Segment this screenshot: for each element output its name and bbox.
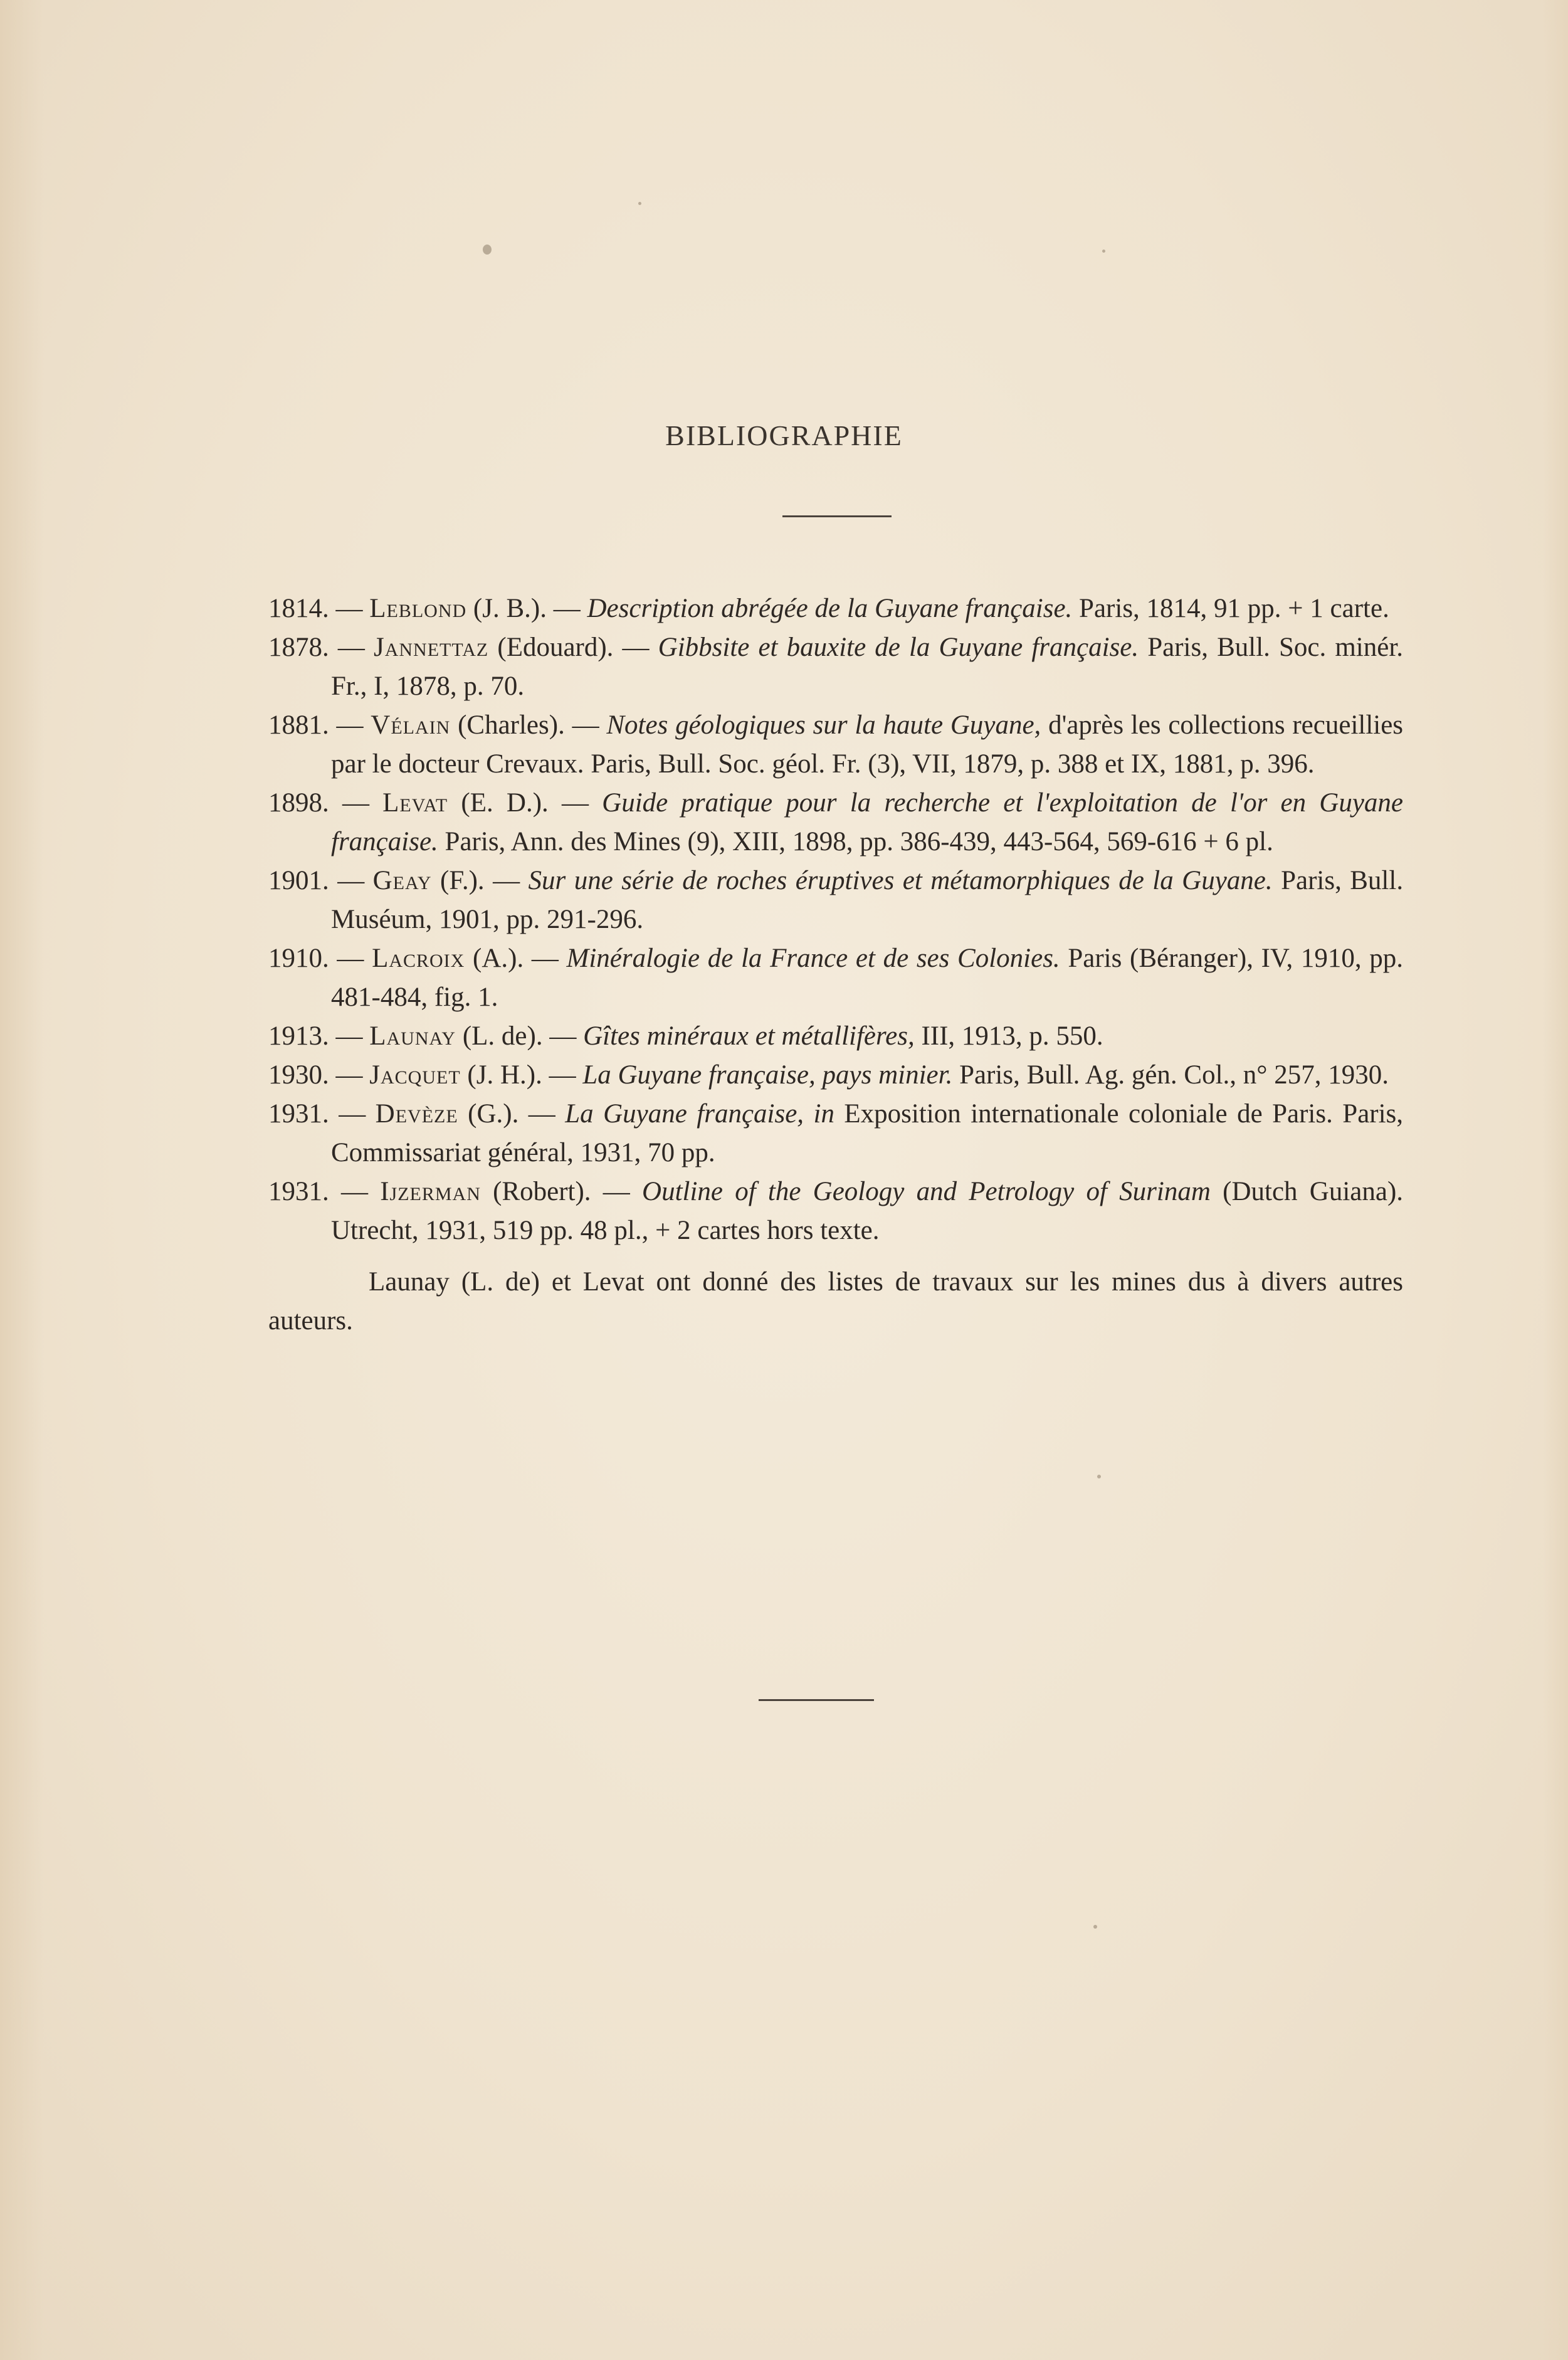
page-title: BIBLIOGRAPHIE	[665, 419, 903, 451]
closing-note: Launay (L. de) et Levat ont donné des listes de travaux sur les mines dus à divers autres auteurs.	[268, 1267, 1403, 1335]
entry-initials: (J. B.).	[473, 594, 547, 623]
entry-initials: (Robert).	[493, 1177, 591, 1206]
entry-author: Levat	[382, 788, 448, 818]
entry-author: Ijzerman	[380, 1177, 481, 1206]
entry-dash: —	[549, 1021, 577, 1051]
entry-year: 1930.	[268, 1060, 329, 1090]
entry-year: 1931.	[268, 1099, 329, 1129]
entry-dash: —	[335, 1060, 363, 1090]
entry-author: Geay	[372, 866, 432, 895]
entry-year: 1931.	[268, 1177, 329, 1206]
entry-dash: —	[528, 1099, 555, 1129]
entry-initials: (G.).	[468, 1099, 519, 1129]
bibliography-entry	[268, 1056, 1403, 1095]
entry-initials: (F.).	[440, 866, 485, 895]
entry-dash: —	[493, 866, 520, 895]
entry-title: La Guyane française, in	[565, 1099, 834, 1129]
entry-author: Devèze	[375, 1099, 458, 1129]
bibliography-entry	[268, 861, 1403, 939]
entry-title: Gîtes minéraux et métallifères,	[583, 1021, 915, 1051]
entry-details: Paris, Bull. Muséum, 1901, pp. 291-296.	[331, 866, 1404, 934]
entry-year: 1898.	[268, 788, 329, 818]
entry-initials: (Edouard).	[497, 633, 614, 662]
entry-details: d'après les collections recueillies par le docteur Crevaux. Paris, Bull. Soc. géol. Fr. (3), VII, 1879, p. 388 et IX, 1881, p. 396.	[331, 710, 1404, 779]
entry-title: La Guyane française, pays minier.	[582, 1060, 953, 1090]
entry-dash: —	[549, 1060, 576, 1090]
entry-year: 1881.	[268, 710, 329, 740]
bibliography-list	[268, 589, 1403, 1341]
entry-title: Gibbsite et bauxite de la Guyane française.	[658, 633, 1139, 662]
entry-details: Paris, Bull. Soc. minér. Fr., I, 1878, p. 70.	[331, 633, 1404, 701]
bibliography-entry	[268, 1017, 1403, 1056]
bibliography-entry	[268, 1095, 1403, 1172]
entry-dash: —	[337, 866, 365, 895]
entry-dash: —	[335, 1021, 363, 1051]
entry-initials: (A.).	[473, 944, 524, 973]
paper-speck	[1093, 1925, 1097, 1929]
entry-title: Description abrégée de la Guyane française.	[587, 594, 1073, 623]
entry-dash: —	[572, 710, 599, 740]
entry-details: Paris (Béranger), IV, 1910, pp. 481-484, fig. 1.	[331, 944, 1404, 1012]
entry-author: Vélain	[371, 710, 451, 740]
entry-title: Outline of the Geology and Petrology of Surinam	[642, 1177, 1211, 1206]
bibliography-entry	[268, 784, 1403, 861]
entry-dash: —	[337, 944, 364, 973]
entry-year: 1910.	[268, 944, 329, 973]
entry-dash: —	[602, 1177, 630, 1206]
entry-details: Paris, 1814, 91 pp. + 1 carte.	[1079, 594, 1389, 623]
entry-dash: —	[336, 710, 364, 740]
entry-dash: —	[622, 633, 650, 662]
bibliography-entry	[268, 628, 1403, 706]
entry-year: 1913.	[268, 1021, 329, 1051]
entry-details: III, 1913, p. 550.	[921, 1021, 1103, 1051]
page-edge-left	[0, 0, 44, 2360]
entry-details: Exposition internationale coloniale de Paris. Paris, Commissariat général, 1931, 70 pp.	[331, 1099, 1404, 1167]
entry-author: Jacquet	[369, 1060, 461, 1090]
entry-title: Guide pratique pour la recherche et l'exploitation de l'or en Guyane française.	[331, 788, 1404, 856]
bibliography-entry	[268, 939, 1403, 1017]
entry-details: (Dutch Guiana). Utrecht, 1931, 519 pp. 48 pl., + 2 cartes hors texte.	[331, 1177, 1404, 1245]
entry-author: Jannettaz	[373, 633, 489, 662]
entry-details: Paris, Bull. Ag. gén. Col., n° 257, 1930.	[959, 1060, 1389, 1090]
entry-title: Notes géologiques sur la haute Guyane,	[606, 710, 1041, 740]
paper-speck	[638, 202, 641, 205]
entry-author: Leblond	[369, 594, 467, 623]
entry-dash: —	[553, 594, 581, 623]
entry-initials: (Charles).	[458, 710, 565, 740]
bibliography-entry	[268, 1172, 1403, 1250]
entry-dash: —	[340, 1177, 368, 1206]
entry-initials: (J. H.).	[467, 1060, 542, 1090]
entry-year: 1901.	[268, 866, 329, 895]
entry-initials: (E. D.).	[461, 788, 549, 818]
entry-year: 1878.	[268, 633, 329, 662]
entry-initials: (L. de).	[462, 1021, 543, 1051]
entry-year: 1814.	[268, 594, 329, 623]
paper-speck	[483, 245, 492, 255]
entry-details: Paris, Ann. des Mines (9), XIII, 1898, pp. 386-439, 443-564, 569-616 + 6 pl.	[445, 827, 1273, 856]
entry-dash: —	[531, 944, 559, 973]
entry-author: Launay	[369, 1021, 456, 1051]
paper-speck	[1097, 1475, 1101, 1478]
entry-title: Sur une série de roches éruptives et métamorphiques de la Guyane.	[528, 866, 1273, 895]
paper-speck	[1102, 250, 1105, 253]
entry-dash: —	[335, 594, 363, 623]
bibliography-entry	[268, 589, 1403, 628]
entry-dash: —	[337, 633, 365, 662]
entry-dash: —	[342, 788, 369, 818]
page-edge-right	[1543, 0, 1568, 2360]
entry-title: Minéralogie de la France et de ses Colonies.	[566, 944, 1060, 973]
entry-author: Lacroix	[372, 944, 465, 973]
bibliography-entry	[268, 706, 1403, 784]
entry-dash: —	[339, 1099, 366, 1129]
title-divider	[782, 515, 892, 517]
entry-dash: —	[561, 788, 589, 818]
end-divider	[759, 1699, 874, 1701]
